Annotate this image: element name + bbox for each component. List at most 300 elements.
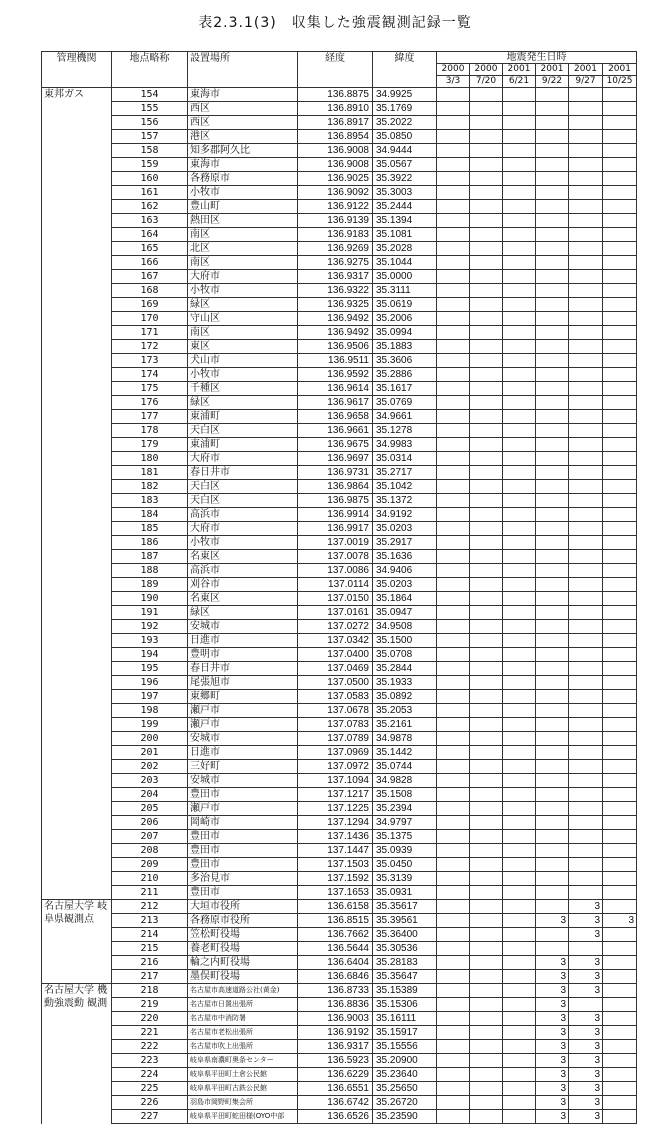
event-record-cell [603,662,637,676]
event-record-cell [503,1096,536,1110]
event-record-cell [603,340,637,354]
station-longitude: 136.9008 [298,144,373,158]
event-record-cell: 3 [569,1110,603,1124]
station-longitude: 136.9592 [298,368,373,382]
event-record-cell [569,186,603,200]
event-record-cell [569,242,603,256]
station-code: 219 [112,998,188,1012]
event-year-5: 2001 [603,64,637,76]
event-record-cell [470,564,503,578]
event-record-cell [569,340,603,354]
station-place: 東区 [188,340,298,354]
event-record-cell [470,312,503,326]
event-record-cell [603,270,637,284]
station-place: 春日井市 [188,466,298,480]
station-latitude: 35.1372 [373,494,437,508]
event-record-cell [603,760,637,774]
station-place: 東浦町 [188,410,298,424]
event-record-cell [603,354,637,368]
table-row [42,102,637,116]
event-record-cell [503,354,536,368]
event-record-cell [536,788,569,802]
station-longitude: 137.0114 [298,578,373,592]
event-record-cell [569,648,603,662]
event-record-cell [569,130,603,144]
event-record-cell [470,970,503,984]
station-longitude: 137.0783 [298,718,373,732]
station-code: 217 [112,970,188,984]
table-body [42,88,637,1124]
station-place: 緑区 [188,606,298,620]
event-record-cell [569,284,603,298]
event-record-cell [603,1054,637,1068]
event-record-cell [603,704,637,718]
station-longitude: 137.1447 [298,844,373,858]
event-record-cell [603,872,637,886]
event-record-cell [603,830,637,844]
event-record-cell [603,228,637,242]
station-code: 187 [112,550,188,564]
station-latitude: 35.1636 [373,550,437,564]
station-longitude: 136.9661 [298,424,373,438]
table-row [42,550,637,564]
event-record-cell [470,214,503,228]
station-latitude: 35.2717 [373,466,437,480]
event-record-cell [503,312,536,326]
table-row [42,452,637,466]
table-row [42,690,637,704]
event-record-cell [437,228,470,242]
station-place: 大府市 [188,522,298,536]
station-latitude: 35.26720 [373,1096,437,1110]
station-longitude: 137.1436 [298,830,373,844]
event-record-cell [569,536,603,550]
table-row [42,942,637,956]
table-row [42,382,637,396]
table-row [42,1096,637,1110]
table-row [42,592,637,606]
table-header [42,52,637,88]
table-row [42,494,637,508]
event-record-cell [470,1026,503,1040]
event-record-cell [437,242,470,256]
station-place: 各務原市 [188,172,298,186]
event-record-cell [470,718,503,732]
event-record-cell [437,564,470,578]
table-row [42,914,637,928]
event-record-cell [569,634,603,648]
event-record-cell [437,900,470,914]
event-record-cell [470,774,503,788]
station-code: 196 [112,676,188,690]
event-record-cell [603,816,637,830]
station-latitude: 34.9661 [373,410,437,424]
event-record-cell [569,886,603,900]
table-row [42,424,637,438]
event-record-cell [536,172,569,186]
event-record-cell [503,830,536,844]
table-row [42,718,637,732]
event-record-cell [470,382,503,396]
event-record-cell [470,676,503,690]
event-record-cell [536,256,569,270]
event-record-cell [470,354,503,368]
event-record-cell [470,550,503,564]
event-record-cell [437,508,470,522]
event-record-cell: 3 [536,1054,569,1068]
event-record-cell [603,1040,637,1054]
table-row [42,676,637,690]
station-latitude: 35.3111 [373,284,437,298]
event-record-cell [503,144,536,158]
event-record-cell [503,480,536,494]
station-code: 173 [112,354,188,368]
table-row [42,648,637,662]
event-record-cell [536,438,569,452]
table-row [42,88,637,102]
event-record-cell [503,102,536,116]
event-record-cell [536,606,569,620]
station-code: 220 [112,1012,188,1026]
table-row [42,844,637,858]
event-record-cell [503,900,536,914]
event-date-2: 6/21 [503,76,536,88]
event-record-cell [470,592,503,606]
station-code: 198 [112,704,188,718]
event-record-cell [536,452,569,466]
table-row [42,760,637,774]
table-row [42,704,637,718]
event-record-cell [536,480,569,494]
event-record-cell [536,298,569,312]
event-record-cell [569,396,603,410]
event-record-cell [569,102,603,116]
table-row [42,970,637,984]
station-place: 守山区 [188,312,298,326]
event-record-cell [536,928,569,942]
event-record-cell [603,256,637,270]
table-row [42,284,637,298]
event-record-cell [503,424,536,438]
event-record-cell [437,522,470,536]
event-record-cell [536,746,569,760]
station-place: 東海市 [188,88,298,102]
event-record-cell [470,1054,503,1068]
event-record-cell [437,774,470,788]
station-latitude: 35.0203 [373,578,437,592]
event-record-cell [503,88,536,102]
station-place: 豊田市 [188,788,298,802]
station-longitude: 136.9139 [298,214,373,228]
station-place: 小牧市 [188,186,298,200]
event-year-4: 2001 [569,64,603,76]
event-record-cell [503,340,536,354]
event-record-cell [437,340,470,354]
event-record-cell: 3 [603,914,637,928]
station-longitude: 136.9092 [298,186,373,200]
event-record-cell [437,200,470,214]
table-row [42,326,637,340]
event-record-cell [437,382,470,396]
station-place: 天白区 [188,480,298,494]
station-latitude: 35.35617 [373,900,437,914]
event-record-cell [503,564,536,578]
table-row [42,536,637,550]
event-record-cell: 3 [536,998,569,1012]
event-record-cell [437,648,470,662]
station-longitude: 137.0583 [298,690,373,704]
station-latitude: 35.2917 [373,536,437,550]
station-place: 天白区 [188,424,298,438]
event-year-1: 2000 [470,64,503,76]
station-code: 154 [112,88,188,102]
station-code: 201 [112,746,188,760]
event-record-cell: 3 [569,900,603,914]
event-record-cell [503,984,536,998]
event-record-cell [569,368,603,382]
station-place: 東海市 [188,158,298,172]
table-row [42,130,637,144]
event-record-cell: 3 [536,1012,569,1026]
event-record-cell [503,396,536,410]
event-record-cell [470,1068,503,1082]
station-place: 養老町役場 [188,942,298,956]
station-code: 204 [112,788,188,802]
station-place: 春日井市 [188,662,298,676]
station-longitude: 136.9317 [298,270,373,284]
event-record-cell [437,858,470,872]
station-latitude: 35.0450 [373,858,437,872]
event-record-cell [470,1096,503,1110]
event-record-cell: 3 [569,1068,603,1082]
station-longitude: 136.9506 [298,340,373,354]
station-place: 墨俣町役場 [188,970,298,984]
station-code: 157 [112,130,188,144]
event-record-cell [536,382,569,396]
station-latitude: 35.0314 [373,452,437,466]
event-record-cell [569,774,603,788]
event-record-cell: 3 [536,1110,569,1124]
table-row [42,1040,637,1054]
station-latitude: 35.1769 [373,102,437,116]
table-row [42,564,637,578]
station-longitude: 136.8733 [298,984,373,998]
station-place: 南区 [188,326,298,340]
table-row [42,928,637,942]
event-date-4: 9/27 [569,76,603,88]
event-record-cell [536,704,569,718]
event-record-cell [470,172,503,186]
event-record-cell [536,186,569,200]
event-record-cell [470,494,503,508]
station-place: 豊田市 [188,844,298,858]
station-code: 162 [112,200,188,214]
station-code: 169 [112,298,188,312]
station-longitude: 136.9492 [298,312,373,326]
station-code: 209 [112,858,188,872]
station-longitude: 137.1653 [298,886,373,900]
event-record-cell [536,872,569,886]
event-record-cell [569,158,603,172]
event-record-cell [503,620,536,634]
event-record-cell [603,200,637,214]
table-row [42,830,637,844]
event-record-cell [536,830,569,844]
station-code: 186 [112,536,188,550]
station-latitude: 35.1044 [373,256,437,270]
station-code: 178 [112,424,188,438]
event-record-cell [603,172,637,186]
event-record-cell [470,872,503,886]
event-record-cell [470,452,503,466]
event-record-cell [437,998,470,1012]
event-record-cell [470,396,503,410]
event-record-cell [437,844,470,858]
event-record-cell [603,592,637,606]
station-longitude: 137.1294 [298,816,373,830]
station-longitude: 136.6742 [298,1096,373,1110]
event-record-cell: 3 [569,928,603,942]
event-record-cell [503,382,536,396]
event-record-cell [503,256,536,270]
event-record-cell [503,550,536,564]
station-code: 159 [112,158,188,172]
event-record-cell [603,1096,637,1110]
table-row [42,662,637,676]
event-record-cell [536,354,569,368]
station-place: 名古屋市吹上出張所 [188,1040,298,1054]
station-code: 167 [112,270,188,284]
table-row [42,522,637,536]
event-record-cell [536,494,569,508]
station-longitude: 136.9183 [298,228,373,242]
station-place: 岐阜県平田町蛇田様(OYO中部 [188,1110,298,1124]
event-record-cell [437,158,470,172]
station-code: 223 [112,1054,188,1068]
station-longitude: 137.0150 [298,592,373,606]
event-record-cell [470,340,503,354]
event-record-cell [437,928,470,942]
event-record-cell [503,368,536,382]
event-date-5: 10/25 [603,76,637,88]
event-record-cell [470,522,503,536]
event-record-cell [503,158,536,172]
station-latitude: 35.0744 [373,760,437,774]
event-record-cell [536,284,569,298]
header-org: 管理機関 [42,52,112,88]
table-row [42,872,637,886]
station-longitude: 137.0972 [298,760,373,774]
station-place: 岡崎市 [188,816,298,830]
event-record-cell [470,844,503,858]
event-record-cell [503,816,536,830]
event-record-cell [437,984,470,998]
event-record-cell [437,214,470,228]
station-longitude: 136.9192 [298,1026,373,1040]
event-record-cell: 3 [536,1082,569,1096]
event-record-cell: 3 [569,1026,603,1040]
event-record-cell [569,844,603,858]
event-record-cell [470,662,503,676]
table-row [42,508,637,522]
event-record-cell [603,480,637,494]
station-latitude: 35.0931 [373,886,437,900]
station-place: 犬山市 [188,354,298,368]
station-code: 179 [112,438,188,452]
event-record-cell [603,130,637,144]
station-longitude: 136.9731 [298,466,373,480]
station-code: 182 [112,480,188,494]
event-record-cell [603,606,637,620]
station-longitude: 137.0678 [298,704,373,718]
event-record-cell [569,676,603,690]
event-record-cell [503,592,536,606]
event-record-cell [503,298,536,312]
station-latitude: 35.0947 [373,606,437,620]
event-record-cell [603,718,637,732]
event-record-cell [503,116,536,130]
event-record-cell [603,844,637,858]
event-record-cell [437,102,470,116]
event-record-cell [503,634,536,648]
table-row [42,256,637,270]
table-row [42,116,637,130]
table-row [42,438,637,452]
event-record-cell [437,886,470,900]
station-place: 尾張旭市 [188,676,298,690]
station-place: 緑区 [188,298,298,312]
station-longitude: 136.6526 [298,1110,373,1124]
table-row [42,802,637,816]
event-record-cell [470,466,503,480]
event-record-cell [503,242,536,256]
station-code: 183 [112,494,188,508]
event-record-cell [603,942,637,956]
event-record-cell [437,634,470,648]
event-record-cell [536,648,569,662]
event-record-cell [470,648,503,662]
event-record-cell [536,508,569,522]
station-latitude: 35.23640 [373,1068,437,1082]
event-record-cell [437,354,470,368]
station-code: 184 [112,508,188,522]
station-place: 緑区 [188,396,298,410]
station-code: 155 [112,102,188,116]
event-record-cell [603,368,637,382]
table-row [42,466,637,480]
event-record-cell [503,522,536,536]
station-place: 豊山町 [188,200,298,214]
station-place: 名古屋市老松出張所 [188,1026,298,1040]
event-record-cell [603,1012,637,1026]
station-code: 194 [112,648,188,662]
event-record-cell [470,116,503,130]
event-record-cell [569,466,603,480]
event-record-cell [603,956,637,970]
event-record-cell [470,270,503,284]
table-row [42,270,637,284]
station-latitude: 34.9444 [373,144,437,158]
station-place: 名古屋市日置出張所 [188,998,298,1012]
event-record-cell [569,522,603,536]
station-latitude: 34.9406 [373,564,437,578]
table-row [42,312,637,326]
event-record-cell [437,690,470,704]
station-place: 大垣市役所 [188,900,298,914]
station-place: 瀬戸市 [188,704,298,718]
station-code: 197 [112,690,188,704]
event-record-cell [503,928,536,942]
